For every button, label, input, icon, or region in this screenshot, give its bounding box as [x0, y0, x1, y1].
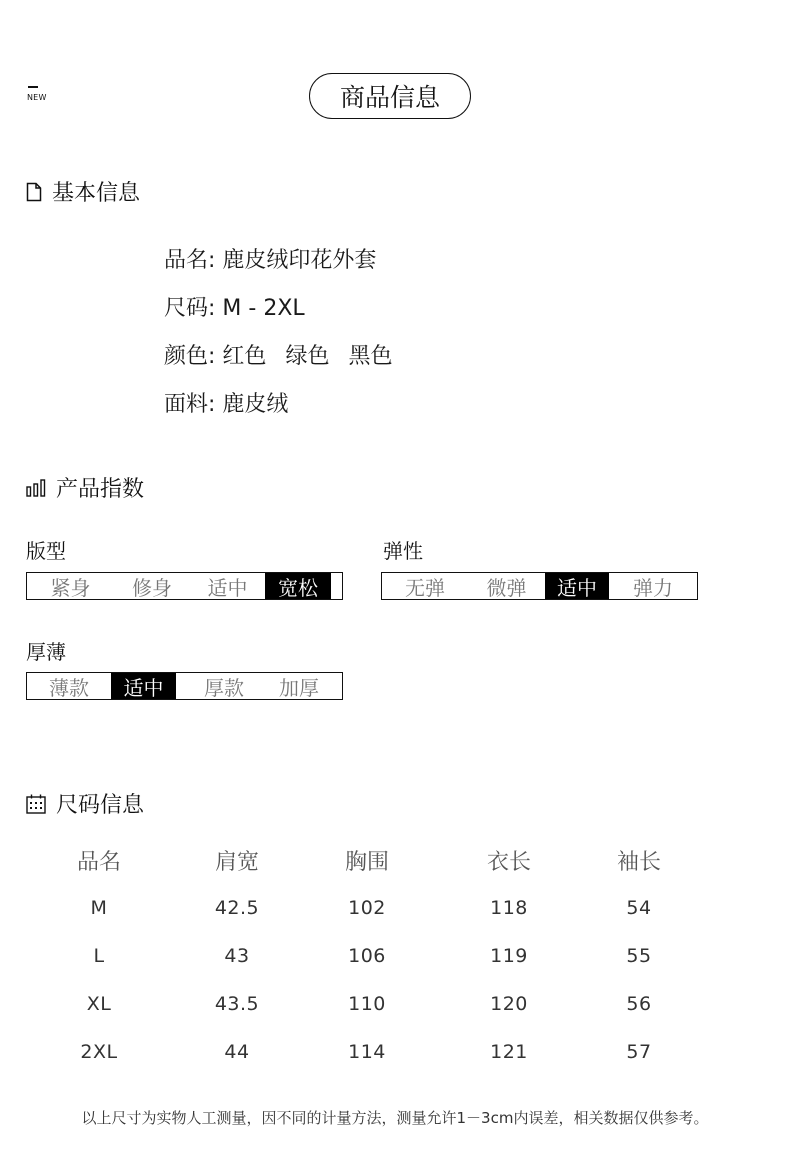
fit-option-selected: 宽松 — [265, 573, 331, 599]
table-cell: 55 — [626, 945, 652, 967]
fit-scale — [26, 572, 343, 600]
elasticity-option: 微弹 — [486, 575, 527, 600]
page-title: 商品信息 — [309, 73, 471, 119]
column-header: 肩宽 — [214, 850, 260, 875]
info-fabric-value: 鹿皮绒 — [222, 392, 289, 417]
new-logo-bar — [28, 86, 38, 88]
fit-option: 适中 — [207, 575, 248, 600]
info-fabric-label: 面料: — [164, 392, 216, 417]
thickness-option-selected: 适中 — [111, 673, 176, 699]
thickness-option: 加厚 — [279, 675, 319, 700]
color-value: 红色 — [222, 344, 267, 369]
elasticity-option: 弹力 — [633, 575, 673, 600]
table-cell: M — [90, 897, 108, 919]
fit-option: 紧身 — [50, 575, 91, 600]
table-cell: 120 — [490, 993, 528, 1015]
column-header: 品名 — [76, 850, 122, 875]
basic-info-heading — [26, 176, 140, 207]
table-cell: 57 — [626, 1041, 652, 1063]
table-cell: 110 — [348, 993, 386, 1015]
elasticity-scale — [381, 572, 698, 600]
info-size-label: 尺码: — [164, 296, 216, 321]
size-info-heading-text: 尺码信息 — [56, 793, 145, 818]
color-value: 绿色 — [285, 344, 330, 369]
elasticity-label: 弹性 — [383, 539, 423, 563]
fit-option: 修身 — [132, 575, 172, 600]
table-cell: 2XL — [80, 1041, 118, 1063]
info-name-line — [164, 243, 376, 274]
product-index-heading-text: 产品指数 — [56, 477, 145, 502]
table-cell: 106 — [348, 945, 386, 967]
table-cell: 43.5 — [214, 993, 260, 1015]
table-cell: 43 — [224, 945, 250, 967]
table-cell: 114 — [348, 1041, 386, 1063]
info-name-label: 品名: — [164, 248, 216, 273]
size-info-heading — [26, 788, 144, 819]
table-cell: 42.5 — [214, 897, 260, 919]
info-color-label: 颜色: — [164, 344, 216, 369]
new-logo — [27, 86, 67, 102]
info-fabric-line — [164, 387, 288, 418]
product-index-heading — [26, 472, 144, 503]
info-color-line — [164, 339, 392, 370]
table-cell: 119 — [490, 945, 528, 967]
table-cell: 102 — [348, 897, 386, 919]
bar-chart-icon — [26, 479, 46, 497]
fit-label: 版型 — [26, 539, 66, 563]
thickness-scale — [26, 672, 343, 700]
basic-info-heading-text: 基本信息 — [52, 181, 141, 206]
table-cell: L — [93, 945, 105, 967]
new-logo-text: NEW — [27, 93, 47, 102]
document-icon — [26, 182, 42, 202]
thickness-option: 薄款 — [49, 675, 89, 700]
calendar-icon — [26, 794, 46, 814]
color-value: 黑色 — [348, 344, 393, 369]
elasticity-option-selected: 适中 — [545, 573, 609, 599]
elasticity-option: 无弹 — [405, 575, 445, 600]
thickness-option: 厚款 — [204, 675, 244, 700]
measurement-note: 以上尺寸为实物人工测量，因不同的计量方法，测量允许1－3cm内误差，相关数据仅供参考。 — [81, 1109, 709, 1127]
column-header: 衣长 — [486, 850, 532, 875]
table-cell: XL — [86, 993, 112, 1015]
column-header: 袖长 — [616, 850, 662, 875]
table-cell: 56 — [626, 993, 652, 1015]
table-cell: 54 — [626, 897, 652, 919]
table-cell: 44 — [224, 1041, 250, 1063]
table-cell: 121 — [490, 1041, 528, 1063]
info-size-line — [164, 291, 305, 322]
table-cell: 118 — [490, 897, 528, 919]
info-name-value: 鹿皮绒印花外套 — [222, 248, 377, 273]
column-header: 胸围 — [344, 850, 390, 875]
info-size-value: M - 2XL — [222, 296, 305, 321]
info-color-values — [222, 344, 392, 369]
thickness-label: 厚薄 — [26, 640, 66, 664]
